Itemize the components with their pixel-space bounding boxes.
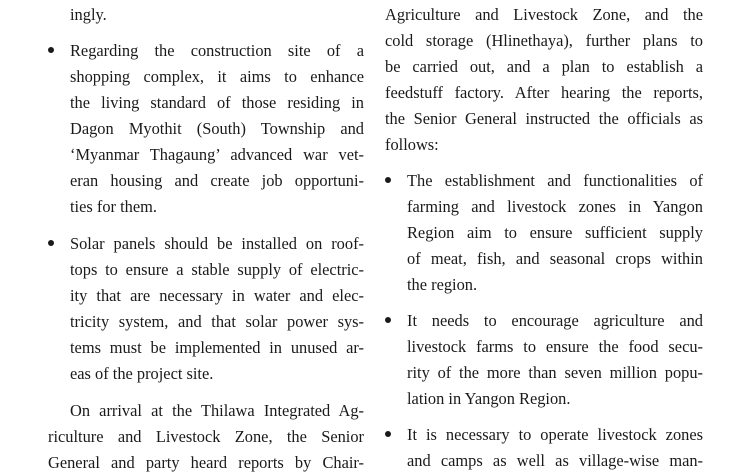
continuation-text — [48, 2, 364, 28]
text-line: ingly. — [70, 5, 107, 24]
text-line: General and party heard reports by Chair- — [48, 453, 364, 472]
text-line: eas of the project site. — [70, 364, 214, 383]
bullet-icon — [48, 47, 54, 53]
body-paragraph — [48, 398, 364, 476]
text-line: tops to ensure a stable supply of electric- — [70, 260, 364, 279]
text-line: rity of the more than seven million popu- — [407, 363, 703, 382]
text-line: Regarding the construction site of a — [70, 41, 364, 60]
text-line: ties for them. — [70, 197, 157, 216]
text-line: Dagon Myothit (South) Township and — [70, 119, 364, 138]
text-line: lation in Yangon Region. — [407, 389, 571, 408]
text-line: cold storage (Hlinethaya), further plans to — [385, 31, 703, 50]
text-line: and camps as well as village-wise man- — [407, 451, 703, 470]
text-line: ity that are necessary in water and elec- — [70, 286, 364, 305]
text-line: Region aim to ensure sufficient supply — [407, 223, 703, 242]
text-line: riculture and Livestock Zone, the Senior — [48, 427, 364, 446]
bullet-item — [48, 231, 364, 387]
bullet-item — [385, 308, 703, 412]
bullet-item — [385, 422, 703, 474]
text-line: of meat, fish, and seasonal crops within — [407, 249, 703, 268]
bullet-icon — [385, 431, 391, 437]
text-line: It needs to encourage agriculture and — [407, 311, 703, 330]
text-line: the living standard of those residing in — [70, 93, 364, 112]
text-line: tricity system, and that solar power sys- — [70, 312, 364, 331]
bullet-icon — [385, 317, 391, 323]
text-line: livestock farms to ensure the food secu- — [407, 337, 703, 356]
text-line: ‘Myanmar Thagaung’ advanced war vet- — [70, 145, 364, 164]
text-line: the Senior General instructed the officials as — [385, 109, 703, 128]
text-line: feedstuff factory. After hearing the reports, — [385, 83, 703, 102]
body-paragraph — [385, 2, 703, 158]
text-line: Agriculture and Livestock Zone, and the — [385, 5, 703, 24]
bullet-item — [48, 38, 364, 220]
bullet-icon — [385, 177, 391, 183]
text-line: farming and livestock zones in Yangon — [407, 197, 703, 216]
text-line: Solar panels should be installed on roof- — [70, 234, 364, 253]
text-line: follows: — [385, 135, 439, 154]
bullet-icon — [48, 240, 54, 246]
text-line: the region. — [407, 275, 478, 294]
text-line: It is necessary to operate livestock zones — [407, 425, 703, 444]
text-line: be carried out, and a plan to establish a — [385, 57, 703, 76]
left-column — [48, 2, 364, 476]
right-column — [385, 2, 703, 474]
text-line: shopping complex, it aims to enhance — [70, 67, 364, 86]
text-line: The establishment and functionalities of — [407, 171, 703, 190]
text-line: On arrival at the Thilawa Integrated Ag- — [70, 401, 364, 420]
text-line: eran housing and create job opportuni- — [70, 171, 364, 190]
text-line: tems must be implemented in unused ar- — [70, 338, 364, 357]
bullet-item — [385, 168, 703, 298]
